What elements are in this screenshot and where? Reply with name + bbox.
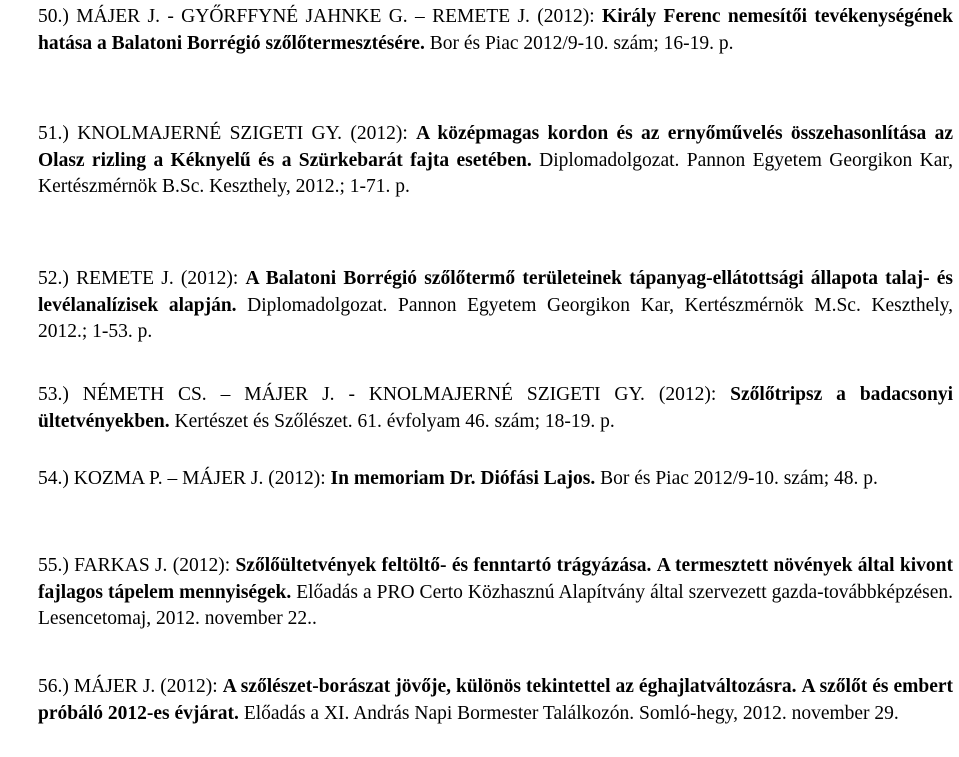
reference-title: A középmagas kordon és az ernyőművelés összehasonlítása az Olasz rizling a Kéknyelű és a Szürkebarát fajta esetében. [38,123,954,171]
reference-source: Bor és Piac 2012/9-10. szám; 16-19. p. [429,32,734,54]
reference-item [38,674,953,727]
reference-source: Előadás a XI. András Napi Bormester Találkozón. Somló-hegy, 2012. november 29. [243,702,899,724]
reference-title-secondary: A szőlőt és embert próbáló 2012-es évjárat. [38,676,954,724]
reference-item [38,382,953,435]
reference-title: In memoriam Dr. Diófási Lajos. [330,468,596,489]
reference-title: A Balatoni Borrégió szőlőtermő területeinek tápanyag-ellátottsági állapota talaj- és levélanalízisek alapján. [38,268,954,316]
reference-authors: MÁJER J. - GYŐRFFYNÉ JAHNKE G. – REMETE J. (2012): [76,6,595,27]
reference-title-secondary: A termesztett növények által kivont fajlagos tápelem mennyiségek. [38,555,953,603]
reference-authors: KOZMA P. – MÁJER J. (2012): [73,468,326,489]
reference-item [38,266,953,346]
reference-authors: REMETE J. (2012): [76,268,239,289]
reference-item [38,4,953,57]
reference-source: Diplomadolgozat. Pannon Egyetem Georgikon Kar, Kertészmérnök B.Sc. Keszthely, 2012.; 1-71. p. [38,149,953,197]
reference-title: Király Ferenc nemesítői tevékenységének hatása a Balatoni Borrégió szőlőtermesztésére. [38,6,953,54]
reference-item [38,121,953,201]
reference-authors: MÁJER J. (2012): [73,676,218,697]
reference-source: Diplomadolgozat. Pannon Egyetem Georgikon Kar, Kertészmérnök M.Sc. Keszthely, 2012.; 1-53. p. [38,294,953,342]
reference-number: 51.) [38,123,69,144]
reference-source: Előadás a PRO Certo Közhasznú Alapítvány által szervezett gazda-továbbképzésen. Lesencetomaj, 2012. november 22.. [38,581,954,629]
reference-number: 55.) [38,555,69,576]
reference-title: A szőlészet-borászat jövője, különös tekintettel az éghajlatváltozásra. [222,676,797,697]
reference-item [38,553,953,633]
reference-number: 52.) [38,268,69,289]
reference-source: Bor és Piac 2012/9-10. szám; 48. p. [600,468,878,489]
reference-title: Szőlőültetvények feltöltő- és fenntartó trágyázása. [235,555,652,576]
reference-source: Kertészet és Szőlészet. 61. évfolyam 46. szám; 18-19. p. [174,410,615,432]
reference-number: 56.) [38,676,69,697]
reference-authors: NÉMETH CS. – MÁJER J. - KNOLMAJERNÉ SZIGETI GY. (2012): [82,384,717,405]
reference-authors: KNOLMAJERNÉ SZIGETI GY. (2012): [77,123,408,144]
reference-authors: FARKAS J. (2012): [74,555,231,576]
reference-item [38,466,953,493]
reference-title: Szőlőtripsz a badacsonyi ültetvényekben. [38,384,954,432]
reference-number: 53.) [38,384,69,405]
reference-number: 50.) [38,6,69,27]
reference-number: 54.) [38,468,69,489]
